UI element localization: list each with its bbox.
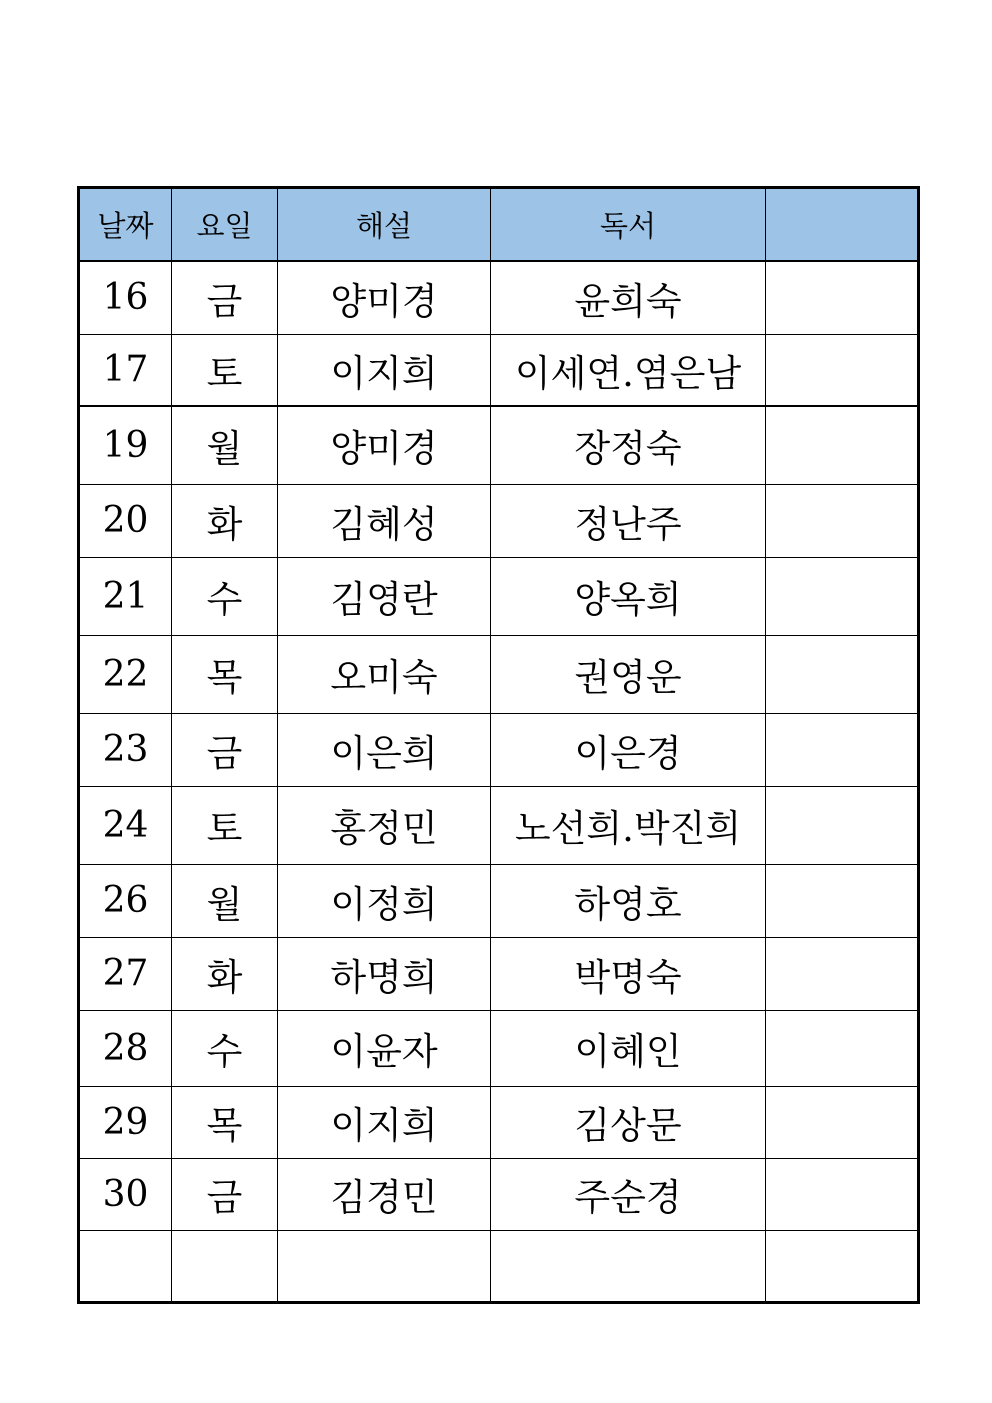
cell-reading: 하영호 <box>491 864 766 937</box>
cell-reading: 이세연.염은남 <box>491 334 766 406</box>
cell-date: 26 <box>79 864 172 937</box>
table-row <box>79 1086 919 1158</box>
cell-commentary: 이은희 <box>278 713 491 786</box>
cell-date: 19 <box>79 406 172 484</box>
table-row <box>79 786 919 864</box>
table-body <box>79 261 919 1302</box>
cell-date: 22 <box>79 635 172 713</box>
table-row <box>79 1158 919 1230</box>
cell-reading: 장정숙 <box>491 406 766 484</box>
cell-reading: 김상문 <box>491 1086 766 1158</box>
cell-reading: 노선희.박진희 <box>491 786 766 864</box>
table-row <box>79 261 919 334</box>
table-row <box>79 1010 919 1086</box>
cell-commentary: 양미경 <box>278 406 491 484</box>
cell-commentary: 하명희 <box>278 937 491 1010</box>
cell-date: 21 <box>79 557 172 635</box>
cell-weekday: 화 <box>172 484 278 557</box>
cell-commentary: 오미숙 <box>278 635 491 713</box>
cell-date <box>79 1230 172 1302</box>
cell-extra <box>766 1010 919 1086</box>
table-row <box>79 484 919 557</box>
cell-extra <box>766 1086 919 1158</box>
cell-extra <box>766 1230 919 1302</box>
table-row <box>79 557 919 635</box>
table-row <box>79 864 919 937</box>
cell-reading: 이혜인 <box>491 1010 766 1086</box>
cell-extra <box>766 1158 919 1230</box>
schedule-table <box>77 186 920 1304</box>
header-extra <box>766 188 919 262</box>
cell-weekday: 토 <box>172 786 278 864</box>
cell-reading: 윤희숙 <box>491 261 766 334</box>
cell-weekday: 금 <box>172 1158 278 1230</box>
cell-reading: 박명숙 <box>491 937 766 1010</box>
cell-commentary: 이지희 <box>278 334 491 406</box>
cell-extra <box>766 635 919 713</box>
cell-weekday: 금 <box>172 261 278 334</box>
cell-commentary: 이지희 <box>278 1086 491 1158</box>
table-header <box>79 188 919 262</box>
cell-date: 23 <box>79 713 172 786</box>
table-row <box>79 406 919 484</box>
cell-weekday <box>172 1230 278 1302</box>
cell-weekday: 목 <box>172 1086 278 1158</box>
cell-reading: 주순경 <box>491 1158 766 1230</box>
cell-weekday: 수 <box>172 1010 278 1086</box>
cell-commentary: 김영란 <box>278 557 491 635</box>
cell-weekday: 월 <box>172 864 278 937</box>
table-row <box>79 937 919 1010</box>
table-row-empty <box>79 1230 919 1302</box>
cell-weekday: 화 <box>172 937 278 1010</box>
cell-extra <box>766 786 919 864</box>
header-date: 날짜 <box>79 188 172 262</box>
cell-date: 20 <box>79 484 172 557</box>
cell-extra <box>766 334 919 406</box>
cell-extra <box>766 406 919 484</box>
cell-extra <box>766 261 919 334</box>
cell-date: 29 <box>79 1086 172 1158</box>
cell-extra <box>766 557 919 635</box>
cell-commentary <box>278 1230 491 1302</box>
cell-date: 28 <box>79 1010 172 1086</box>
cell-date: 27 <box>79 937 172 1010</box>
table-row <box>79 713 919 786</box>
cell-reading: 양옥희 <box>491 557 766 635</box>
cell-weekday: 토 <box>172 334 278 406</box>
cell-reading: 정난주 <box>491 484 766 557</box>
cell-weekday: 월 <box>172 406 278 484</box>
table-row <box>79 635 919 713</box>
cell-commentary: 이정희 <box>278 864 491 937</box>
cell-weekday: 수 <box>172 557 278 635</box>
header-reading: 독서 <box>491 188 766 262</box>
cell-commentary: 이윤자 <box>278 1010 491 1086</box>
cell-reading: 권영운 <box>491 635 766 713</box>
cell-date: 17 <box>79 334 172 406</box>
cell-commentary: 김혜성 <box>278 484 491 557</box>
header-weekday: 요일 <box>172 188 278 262</box>
cell-reading: 이은경 <box>491 713 766 786</box>
cell-extra <box>766 864 919 937</box>
table-row <box>79 334 919 406</box>
header-row <box>79 188 919 262</box>
cell-commentary: 홍정민 <box>278 786 491 864</box>
cell-reading <box>491 1230 766 1302</box>
cell-weekday: 금 <box>172 713 278 786</box>
cell-weekday: 목 <box>172 635 278 713</box>
cell-extra <box>766 937 919 1010</box>
cell-date: 16 <box>79 261 172 334</box>
cell-date: 30 <box>79 1158 172 1230</box>
cell-commentary: 김경민 <box>278 1158 491 1230</box>
cell-extra <box>766 713 919 786</box>
cell-extra <box>766 484 919 557</box>
header-commentary: 해설 <box>278 188 491 262</box>
cell-commentary: 양미경 <box>278 261 491 334</box>
cell-date: 24 <box>79 786 172 864</box>
